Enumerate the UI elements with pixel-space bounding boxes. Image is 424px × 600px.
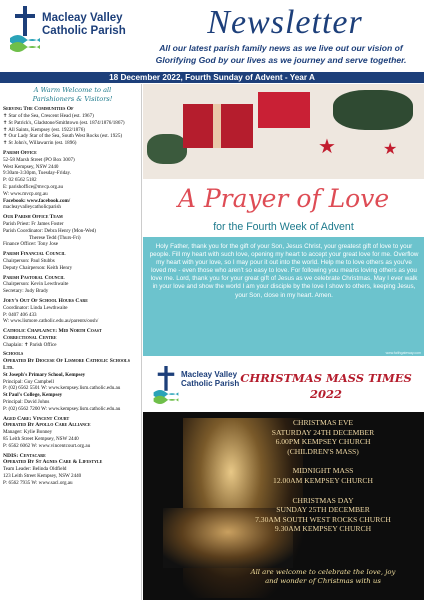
cross-wave-icon xyxy=(153,366,179,404)
oshc-section: Joey's Out Of School Hours Care Coordinator: Linda Lewthwaite P: 0407 406 433 W: www.lismore.catholic.edu.au/parents/oosh/ xyxy=(3,298,142,325)
prayer-credit: www.faithgateway.com xyxy=(385,351,421,355)
tagline: All our latest parish family news as we live out our vision of Glorifying God by our lives as we journey and serve together. xyxy=(155,43,407,65)
gift-box-small xyxy=(258,92,310,128)
parish-office-section: Parish Office 52-58 Marsh Street (PO Box 3007) West Kempsey, NSW 2440 9:30am-3:30pm, Tuesday-Friday. P: 02 6562 5182 E: parishoffice@mvcp.org.au W: www.mvcp.org.au Facebook: www.facebook.com/ macleayvalleycatholicparish xyxy=(3,150,142,211)
main-column xyxy=(143,84,424,600)
page-title: Newsletter xyxy=(207,4,363,41)
prayer-card xyxy=(143,84,424,356)
prayer-subtitle: for the Fourth Week of Advent xyxy=(213,221,354,233)
finance-council-section: Parish Financial Council Chairperson: Paul Stubbs Deputy Chairperson: Keith Henry xyxy=(3,251,73,271)
sidebar xyxy=(3,86,142,598)
office-team-section: Our Parish Office Team Parish Priest: Fr James Foster Parish Coordinator: Debra Henry (Mon-Wed) Therese Tedd (Thurs-Fri) Finance Officer: Tony Jose xyxy=(3,214,96,248)
prayer-title: A Prayer of Love xyxy=(177,184,390,213)
oshc-link[interactable]: W: www.lismore.catholic.edu.au/parents/oosh/ xyxy=(3,318,99,325)
gifts-photo xyxy=(143,84,424,179)
star-icon: ★ xyxy=(318,136,336,158)
midnight-mass-block: MIDNIGHT MASS 12.00AM KEMPSEY CHURCH xyxy=(273,466,373,485)
poster-header xyxy=(143,358,424,412)
prayer-body xyxy=(143,237,424,356)
mass-times xyxy=(223,418,423,544)
poster-title: CHRISTMAS MASS TIMES 2022 xyxy=(240,371,412,401)
schools-section: Schools Operated By Diocese Of Lismore Catholic Schools Ltd. St Joseph's Primary School, Kempsey Principal: Guy Campbell P: (02) 6562 5501 W: www.kempsey.lism.catholic.edu.au St Paul's College, Kempsey Principal: David Johns P: (02) 6562 7200 W: www.kempsey.lism.catholic.edu.au xyxy=(3,351,130,412)
christmas-mass-poster xyxy=(143,358,424,600)
communities-section: Serving The Communities Of ✝ Star of the Sea, Crescent Head (est. 1967) ✝ St Patrick's, Gladstone/Smithtown (est. 1874/1876/1867) ✝ All Saints, Kempsey (est. 1922/1876) ✝ Our Lady Star of the Sea, South West Rocks (est. 1925) ✝ St John's, Willawarrin (est. 1896) xyxy=(3,106,125,147)
aged-care-section: Aged Care: Vincent Court Operated By Apollo Care Alliance Manager: Kylie Bonney 85 Leith Street Kempsey, NSW 2440 P: 6562 6062 W: www.vincentcourt.org.au xyxy=(3,415,91,449)
website-link[interactable]: W: www.mvcp.org.au xyxy=(3,190,48,197)
ndis-section: NDIS: Centacare Operated By St Agnes Care & Lifestyle Team Leader: Belinda Oldfield 123 Leith Street Kempsey, NSW 2440 P: 6562 7935 W: www.sacl.org.au xyxy=(3,452,103,486)
poster-welcome: All are welcome to celebrate the love, joy and wonder of Christmas with us xyxy=(250,568,396,586)
prayer-text: Holy Father, thank you for the gift of your Son, Jesus Christ, your greatest gift of love to your people. Fill my heart with such love, opening my heart to accept your great love for me. Overflow my heart with your love, so I may pour it out into the world. Help me to love others as you've loved me - even those who aren't so easy to love. For following you means loving others as you love me. Lord, thank you for your great gift of Jesus as we celebrate Christmas. May I ever walk in your love and show the world I am your disciple by the love I show to others, keeping Jesus, your Son, close in my heart. Amen. xyxy=(149,243,419,299)
newsletter-header xyxy=(0,0,424,72)
pine-branch-small xyxy=(147,134,187,164)
christmas-day-block: CHRISTMAS DAY SUNDAY 25TH DECEMBER 7.30AM SOUTH WEST ROCKS CHURCH 9.30AM KEMPSEY CHURCH xyxy=(255,495,391,534)
parish-name: Macleay Valley Catholic Parish xyxy=(42,12,126,37)
chaplaincy-section: Catholic Chaplaincy: Mid North Coast Correctional Centre Chaplain: ✝ Parish Office xyxy=(3,328,102,348)
star-icon-small: ★ xyxy=(383,141,398,158)
parish-logo xyxy=(6,6,136,54)
christmas-eve-block: CHRISTMAS EVE SATURDAY 24TH DECEMBER 6.00PM KEMPSEY CHURCH (CHILDREN'S MASS) xyxy=(271,418,375,456)
facebook-link[interactable]: Facebook: www.facebook.com/ xyxy=(3,197,71,204)
pastoral-council-section: Parish Pastoral Council Chairperson: Kevin Lewthwaite Secretary: Judy Brady xyxy=(3,274,69,295)
gift-ribbon xyxy=(213,104,221,148)
date-band: 18 December 2022, Fourth Sunday of Advent - Year A xyxy=(0,72,424,83)
cross-wave-icon xyxy=(10,6,40,52)
welcome-message: A Warm Welcome to all Parishioners & Visitors! xyxy=(32,86,113,103)
email-link[interactable]: E: parishoffice@mvcp.org.au xyxy=(3,183,64,190)
pine-branch xyxy=(333,90,413,130)
poster-parish-name: Macleay Valley Catholic Parish xyxy=(181,370,240,388)
